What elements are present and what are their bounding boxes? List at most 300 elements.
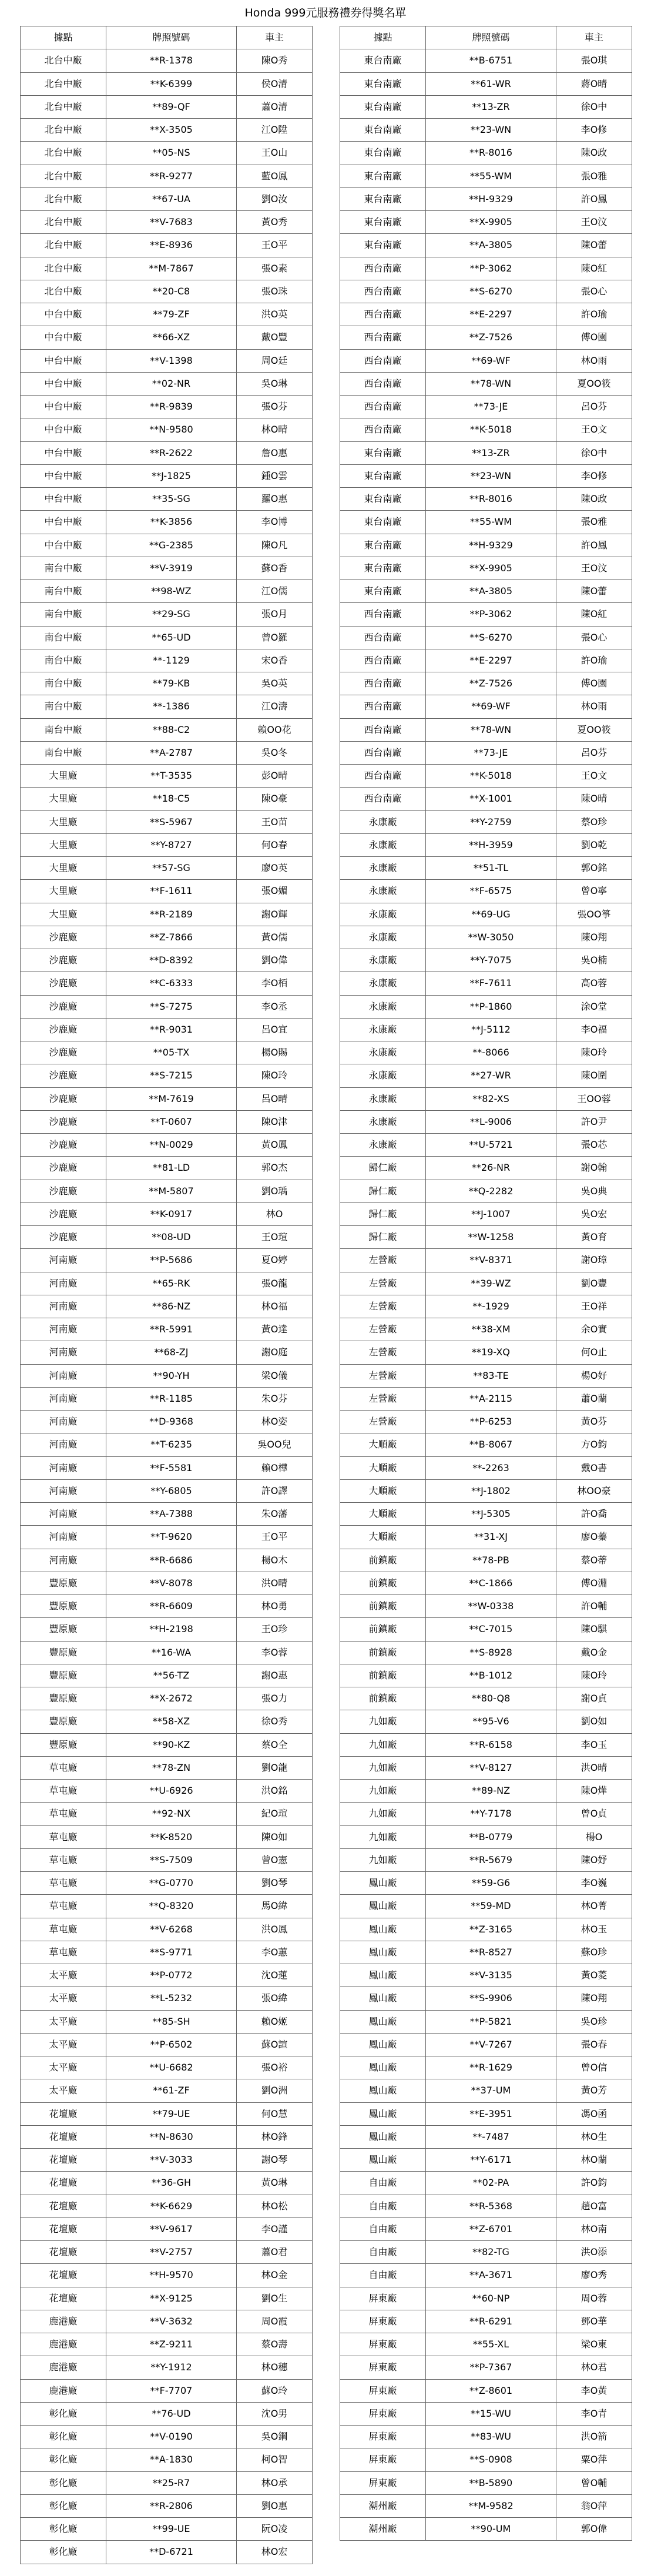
location-cell: 九如廠 xyxy=(340,1780,426,1803)
owner-cell: 江O儒 xyxy=(237,580,313,603)
plate-cell: **F-7611 xyxy=(426,972,556,995)
table-row xyxy=(340,1526,632,1549)
location-cell: 豐原廠 xyxy=(21,1618,106,1641)
table-row xyxy=(21,1918,313,1941)
location-cell: 河南廠 xyxy=(21,1411,106,1433)
location-cell: 永康廠 xyxy=(340,1111,426,1134)
plate-cell: **S-7275 xyxy=(106,996,237,1019)
plate-cell: **A-2787 xyxy=(106,742,237,765)
owner-cell: 許O瑜 xyxy=(556,303,632,326)
table-row xyxy=(21,1734,313,1757)
location-cell: 前鎮廠 xyxy=(340,1549,426,1572)
location-cell: 永康廠 xyxy=(340,1064,426,1087)
table-row xyxy=(340,1157,632,1180)
plate-cell: **27-WR xyxy=(426,1064,556,1087)
owner-cell: 王O苗 xyxy=(237,811,313,834)
plate-cell: **H-2198 xyxy=(106,1618,237,1641)
plate-cell: **W-1258 xyxy=(426,1226,556,1249)
table-row xyxy=(340,1572,632,1595)
table-row xyxy=(340,1433,632,1456)
plate-cell: **U-6926 xyxy=(106,1780,237,1803)
location-cell: 彰化廠 xyxy=(21,2472,106,2495)
table-row xyxy=(21,2011,313,2034)
location-cell: 左營廠 xyxy=(340,1388,426,1411)
location-cell: 西台南廠 xyxy=(340,788,426,810)
owner-cell: 王O汶 xyxy=(556,211,632,234)
location-cell: 沙鹿廠 xyxy=(21,1111,106,1134)
owner-cell: 李O蓉 xyxy=(237,1642,313,1664)
plate-cell: **V-3033 xyxy=(106,2149,237,2172)
table-row xyxy=(340,1918,632,1941)
table-row xyxy=(340,1180,632,1203)
plate-cell: **E-3951 xyxy=(426,2103,556,2126)
table-row xyxy=(21,1088,313,1111)
location-cell: 西台南廠 xyxy=(340,719,426,742)
location-cell: 南台中廠 xyxy=(21,695,106,718)
owner-cell: 謝O貞 xyxy=(556,1687,632,1710)
table-row xyxy=(340,119,632,142)
table-row xyxy=(340,1549,632,1572)
plate-cell: **89-QF xyxy=(106,96,237,119)
table-row xyxy=(340,949,632,972)
plate-cell: **X-1001 xyxy=(426,788,556,810)
plate-cell: **D-6721 xyxy=(106,2541,237,2564)
plate-cell: **79-KB xyxy=(106,672,237,695)
location-cell: 花壇廠 xyxy=(21,2172,106,2195)
owner-cell: 陳O翔 xyxy=(556,926,632,949)
owner-cell: 廖O英 xyxy=(237,857,313,880)
owner-cell: 黃O秀 xyxy=(237,211,313,234)
location-cell: 屏東廠 xyxy=(340,2356,426,2379)
plate-cell: **S-7509 xyxy=(106,1849,237,1872)
table-row xyxy=(21,1411,313,1433)
table-row xyxy=(21,257,313,280)
location-cell: 彰化廠 xyxy=(21,2403,106,2426)
owner-cell: 夏O婷 xyxy=(237,1249,313,1272)
table-row xyxy=(21,1572,313,1595)
table-row xyxy=(340,996,632,1019)
owner-cell: 陳O如 xyxy=(237,1826,313,1849)
plate-cell: **-2263 xyxy=(426,1457,556,1480)
table-row xyxy=(21,2241,313,2264)
location-cell: 自由廠 xyxy=(340,2172,426,2195)
location-cell: 河南廠 xyxy=(21,1272,106,1295)
plate-cell: **55-WM xyxy=(426,511,556,534)
table-row xyxy=(21,1249,313,1272)
plate-cell: **73-JE xyxy=(426,396,556,418)
owner-cell: 劉O惠 xyxy=(237,2495,313,2518)
table-row xyxy=(21,972,313,995)
location-cell: 彰化廠 xyxy=(21,2518,106,2541)
owner-cell: 羅O惠 xyxy=(237,488,313,511)
plate-cell: **20-C8 xyxy=(106,280,237,303)
location-cell: 自由廠 xyxy=(340,2218,426,2241)
plate-cell: **Y-6805 xyxy=(106,1480,237,1503)
table-row xyxy=(21,1872,313,1895)
table-row xyxy=(340,73,632,96)
location-cell: 中台中廠 xyxy=(21,303,106,326)
table-row xyxy=(21,695,313,718)
location-cell: 西台南廠 xyxy=(340,257,426,280)
location-cell: 沙鹿廠 xyxy=(21,996,106,1019)
plate-cell: **K-3856 xyxy=(106,511,237,534)
plate-cell: **Z-8601 xyxy=(426,2380,556,2403)
plate-cell: **S-8928 xyxy=(426,1642,556,1664)
table-row xyxy=(21,119,313,142)
plate-cell: **C-7015 xyxy=(426,1618,556,1641)
table-header-row xyxy=(340,26,632,49)
plate-cell: **F-7707 xyxy=(106,2380,237,2403)
location-cell: 豐原廠 xyxy=(21,1595,106,1618)
location-cell: 東台南廠 xyxy=(340,511,426,534)
table-row xyxy=(21,811,313,834)
location-cell: 歸仁廠 xyxy=(340,1180,426,1203)
table-row xyxy=(340,1849,632,1872)
location-cell: 花壇廠 xyxy=(21,2264,106,2287)
owner-cell: 許O鳳 xyxy=(556,188,632,211)
table-row xyxy=(21,280,313,303)
owner-cell: 廖O蓁 xyxy=(556,1526,632,1549)
table-row xyxy=(21,96,313,119)
owner-cell: 林O穗 xyxy=(237,2356,313,2379)
plate-cell: **36-GH xyxy=(106,2172,237,2195)
location-cell: 九如廠 xyxy=(340,1710,426,1733)
owner-cell: 周O廷 xyxy=(237,350,313,373)
table-row xyxy=(21,373,313,396)
location-cell: 花壇廠 xyxy=(21,2103,106,2126)
owner-cell: 涂O堂 xyxy=(556,996,632,1019)
location-cell: 九如廠 xyxy=(340,1826,426,1849)
plate-cell: **V-3135 xyxy=(426,1964,556,1987)
owner-cell: 吳O楠 xyxy=(556,949,632,972)
owner-cell: 賴O樺 xyxy=(237,1457,313,1480)
owner-cell: 劉O琴 xyxy=(237,1872,313,1895)
plate-cell: **79-UE xyxy=(106,2103,237,2126)
table-row xyxy=(21,834,313,857)
owner-cell: 何O止 xyxy=(556,1341,632,1364)
table-row xyxy=(21,1019,313,1041)
location-cell: 草屯廠 xyxy=(21,1918,106,1941)
owner-cell: 李O蕙 xyxy=(237,1941,313,1964)
plate-cell: **76-UD xyxy=(106,2403,237,2426)
table-row xyxy=(21,1111,313,1134)
owner-cell: 蔡O蒂 xyxy=(556,1549,632,1572)
table-row xyxy=(340,880,632,903)
table-row xyxy=(21,1803,313,1825)
plate-cell: **K-6629 xyxy=(106,2195,237,2218)
plate-cell: **R-9839 xyxy=(106,396,237,418)
table-row xyxy=(340,373,632,396)
table-row xyxy=(340,2011,632,2034)
plate-cell: **R-6291 xyxy=(426,2310,556,2333)
table-row xyxy=(21,2034,313,2056)
plate-cell: **K-0917 xyxy=(106,1203,237,1226)
plate-cell: **B-6751 xyxy=(426,49,556,72)
owner-cell: 朱O藩 xyxy=(237,1503,313,1526)
owner-cell: 陳O政 xyxy=(556,142,632,165)
owner-cell: 陳O晴 xyxy=(556,788,632,810)
location-cell: 北台中廠 xyxy=(21,280,106,303)
owner-cell: 陳O紅 xyxy=(556,257,632,280)
owner-cell: 林O雨 xyxy=(556,695,632,718)
owner-cell: 林O生 xyxy=(556,2126,632,2149)
table-row xyxy=(21,2426,313,2448)
owner-cell: 吳O宏 xyxy=(556,1203,632,1226)
location-cell: 沙鹿廠 xyxy=(21,926,106,949)
location-cell: 東台南廠 xyxy=(340,165,426,188)
location-cell: 西台南廠 xyxy=(340,303,426,326)
table-row xyxy=(340,1226,632,1249)
plate-cell: **V-3632 xyxy=(106,2310,237,2333)
owner-cell: 林O福 xyxy=(237,1295,313,1318)
table-row xyxy=(340,418,632,441)
owner-cell: 林O姿 xyxy=(237,1411,313,1433)
plate-cell: **67-UA xyxy=(106,188,237,211)
location-cell: 西台南廠 xyxy=(340,373,426,396)
location-cell: 豐原廠 xyxy=(21,1642,106,1664)
location-cell: 中台中廠 xyxy=(21,373,106,396)
owner-cell: 陳O妤 xyxy=(556,1849,632,1872)
plate-cell: **P-3062 xyxy=(426,257,556,280)
table-row xyxy=(21,1295,313,1318)
location-cell: 西台南廠 xyxy=(340,350,426,373)
plate-cell: **R-8016 xyxy=(426,142,556,165)
owner-cell: 王O祥 xyxy=(556,1295,632,1318)
owner-cell: 黃O芳 xyxy=(556,2079,632,2102)
location-cell: 北台中廠 xyxy=(21,165,106,188)
table-row xyxy=(340,2172,632,2195)
location-cell: 自由廠 xyxy=(340,2241,426,2264)
table-row xyxy=(21,49,313,72)
table-row xyxy=(21,73,313,96)
owner-cell: 王O平 xyxy=(237,234,313,257)
plate-cell: **80-Q8 xyxy=(426,1687,556,1710)
table-row xyxy=(340,1411,632,1433)
location-cell: 大里廠 xyxy=(21,834,106,857)
plate-cell: **R-2189 xyxy=(106,903,237,926)
owner-cell: 江O陞 xyxy=(237,119,313,142)
owner-cell: 陳O翔 xyxy=(556,1987,632,2010)
plate-cell: **78-ZN xyxy=(106,1757,237,1780)
location-cell: 草屯廠 xyxy=(21,1757,106,1780)
location-cell: 九如廠 xyxy=(340,1849,426,1872)
owner-cell: 沈O男 xyxy=(237,2403,313,2426)
location-cell: 豐原廠 xyxy=(21,1734,106,1757)
location-cell: 南台中廠 xyxy=(21,603,106,626)
table-row xyxy=(21,1964,313,1987)
table-row xyxy=(21,465,313,488)
table-row xyxy=(340,442,632,465)
plate-cell: **78-WN xyxy=(426,719,556,742)
owner-cell: 陳O玲 xyxy=(556,1664,632,1687)
plate-cell: **N-0029 xyxy=(106,1134,237,1157)
owner-cell: 林O鋒 xyxy=(237,2126,313,2149)
location-cell: 前鎮廠 xyxy=(340,1572,426,1595)
table-row xyxy=(340,2149,632,2172)
plate-cell: **A-1830 xyxy=(106,2448,237,2471)
table-row xyxy=(340,465,632,488)
plate-cell: **58-XZ xyxy=(106,1710,237,1733)
plate-cell: **90-KZ xyxy=(106,1734,237,1757)
table-row xyxy=(340,1780,632,1803)
owner-cell: 江O濤 xyxy=(237,695,313,718)
owner-cell: 沈O蓮 xyxy=(237,1964,313,1987)
plate-cell: **X-3505 xyxy=(106,119,237,142)
location-cell: 前鎮廠 xyxy=(340,1664,426,1687)
owner-cell: 黃O菱 xyxy=(556,1964,632,1987)
location-cell: 沙鹿廠 xyxy=(21,1226,106,1249)
plate-cell: **68-ZJ xyxy=(106,1341,237,1364)
plate-cell: **K-5018 xyxy=(426,765,556,788)
location-cell: 大順廠 xyxy=(340,1503,426,1526)
owner-cell: 張O裕 xyxy=(237,2056,313,2079)
location-cell: 鹿港廠 xyxy=(21,2356,106,2379)
owner-cell: 劉O如 xyxy=(556,1710,632,1733)
location-cell: 左營廠 xyxy=(340,1365,426,1388)
owner-cell: 張O芯 xyxy=(556,1134,632,1157)
table-row xyxy=(21,1157,313,1180)
page-title: Honda 999元服務禮券得獎名單 xyxy=(244,6,407,19)
table-row xyxy=(21,396,313,418)
table-row xyxy=(340,2333,632,2356)
table-row xyxy=(340,1295,632,1318)
plate-cell: **U-6682 xyxy=(106,2056,237,2079)
owner-cell: 謝O庭 xyxy=(237,1341,313,1364)
plate-cell: **X-9905 xyxy=(426,557,556,580)
location-cell: 南台中廠 xyxy=(21,719,106,742)
plate-cell: **A-3805 xyxy=(426,580,556,603)
plate-cell: **V-8078 xyxy=(106,1572,237,1595)
location-cell: 鳳山廠 xyxy=(340,1941,426,1964)
table-row xyxy=(21,1618,313,1641)
plate-cell: **83-WU xyxy=(426,2426,556,2448)
plate-cell: **V-2757 xyxy=(106,2241,237,2264)
owner-cell: 郭O銘 xyxy=(556,857,632,880)
table-row xyxy=(21,1895,313,1918)
plate-cell: **Z-3165 xyxy=(426,1918,556,1941)
owner-cell: 阮O凌 xyxy=(237,2518,313,2541)
owner-cell: 林O雨 xyxy=(556,350,632,373)
location-cell: 東台南廠 xyxy=(340,234,426,257)
owner-cell: 黃O育 xyxy=(556,1226,632,1249)
plate-cell: **16-WA xyxy=(106,1642,237,1664)
owner-cell: 蕭O君 xyxy=(237,2241,313,2264)
plate-cell: **38-XM xyxy=(426,1318,556,1341)
location-cell: 永康廠 xyxy=(340,857,426,880)
owner-cell: 趙O富 xyxy=(556,2195,632,2218)
table-row xyxy=(340,1618,632,1641)
owner-cell: 徐O中 xyxy=(556,442,632,465)
plate-cell: **A-3671 xyxy=(426,2264,556,2287)
table-row xyxy=(21,2541,313,2564)
owner-cell: 馬O緯 xyxy=(237,1895,313,1918)
owner-cell: 林O南 xyxy=(556,2218,632,2241)
location-cell: 左營廠 xyxy=(340,1318,426,1341)
owner-cell: 張O緯 xyxy=(237,1987,313,2010)
plate-cell: **25-R7 xyxy=(106,2472,237,2495)
plate-cell: **J-1802 xyxy=(426,1480,556,1503)
owner-cell: 呂O芬 xyxy=(556,742,632,765)
table-row xyxy=(21,2448,313,2471)
table-row xyxy=(21,2356,313,2379)
table-row xyxy=(340,2356,632,2379)
location-cell: 西台南廠 xyxy=(340,627,426,649)
plate-cell: **-8066 xyxy=(426,1041,556,1064)
table-row xyxy=(340,211,632,234)
plate-cell: **Z-6701 xyxy=(426,2218,556,2241)
table-row xyxy=(340,2079,632,2102)
location-cell: 屏東廠 xyxy=(340,2448,426,2471)
plate-cell: **T-6235 xyxy=(106,1433,237,1456)
location-cell: 沙鹿廠 xyxy=(21,972,106,995)
owner-cell: 林O金 xyxy=(237,2264,313,2287)
table-row xyxy=(340,1595,632,1618)
location-cell: 九如廠 xyxy=(340,1803,426,1825)
table-row xyxy=(340,511,632,534)
owner-cell: 陳O燁 xyxy=(556,1780,632,1803)
plate-cell: **19-XQ xyxy=(426,1341,556,1364)
plate-cell: **31-XJ xyxy=(426,1526,556,1549)
location-cell: 屏東廠 xyxy=(340,2380,426,2403)
owner-cell: 陳O玲 xyxy=(556,1041,632,1064)
location-cell: 歸仁廠 xyxy=(340,1157,426,1180)
table-row xyxy=(340,1987,632,2010)
table-row xyxy=(21,1341,313,1364)
table-row xyxy=(340,2495,632,2518)
owner-cell: 周O蓉 xyxy=(556,2287,632,2310)
owner-cell: 陳O蕾 xyxy=(556,234,632,257)
table-row xyxy=(340,1134,632,1157)
plate-cell: **V-7683 xyxy=(106,211,237,234)
owner-cell: 洪O鳳 xyxy=(237,1918,313,1941)
table-row xyxy=(21,903,313,926)
location-cell: 大順廠 xyxy=(340,1457,426,1480)
table-row xyxy=(21,926,313,949)
plate-cell: **55-XL xyxy=(426,2333,556,2356)
plate-cell: **69-WF xyxy=(426,350,556,373)
table-row xyxy=(21,326,313,349)
plate-cell: **73-JE xyxy=(426,742,556,765)
location-cell: 草屯廠 xyxy=(21,1872,106,1895)
plate-cell: **A-7388 xyxy=(106,1503,237,1526)
plate-cell: **86-NZ xyxy=(106,1295,237,1318)
plate-cell: **R-6686 xyxy=(106,1549,237,1572)
location-cell: 西台南廠 xyxy=(340,649,426,672)
location-cell: 河南廠 xyxy=(21,1526,106,1549)
owner-cell: 曾O憲 xyxy=(237,1849,313,1872)
table-row xyxy=(21,488,313,511)
owner-cell: 侯O清 xyxy=(237,73,313,96)
location-cell: 屏東廠 xyxy=(340,2472,426,2495)
plate-cell: **83-TE xyxy=(426,1365,556,1388)
owner-cell: 李O修 xyxy=(556,465,632,488)
location-cell: 左營廠 xyxy=(340,1341,426,1364)
table-row xyxy=(21,1987,313,2010)
plate-cell: **S-9906 xyxy=(426,1987,556,2010)
plate-cell: **Y-7075 xyxy=(426,949,556,972)
plate-cell: **F-5581 xyxy=(106,1457,237,1480)
location-cell: 永康廠 xyxy=(340,903,426,926)
location-cell: 左營廠 xyxy=(340,1295,426,1318)
owner-cell: 楊O木 xyxy=(237,1549,313,1572)
table-row xyxy=(21,2333,313,2356)
location-cell: 沙鹿廠 xyxy=(21,1041,106,1064)
column-header-owner: 車主 xyxy=(237,26,313,49)
location-cell: 永康廠 xyxy=(340,972,426,995)
location-cell: 鳳山廠 xyxy=(340,2056,426,2079)
table-row xyxy=(21,2056,313,2079)
location-cell: 大里廠 xyxy=(21,880,106,903)
